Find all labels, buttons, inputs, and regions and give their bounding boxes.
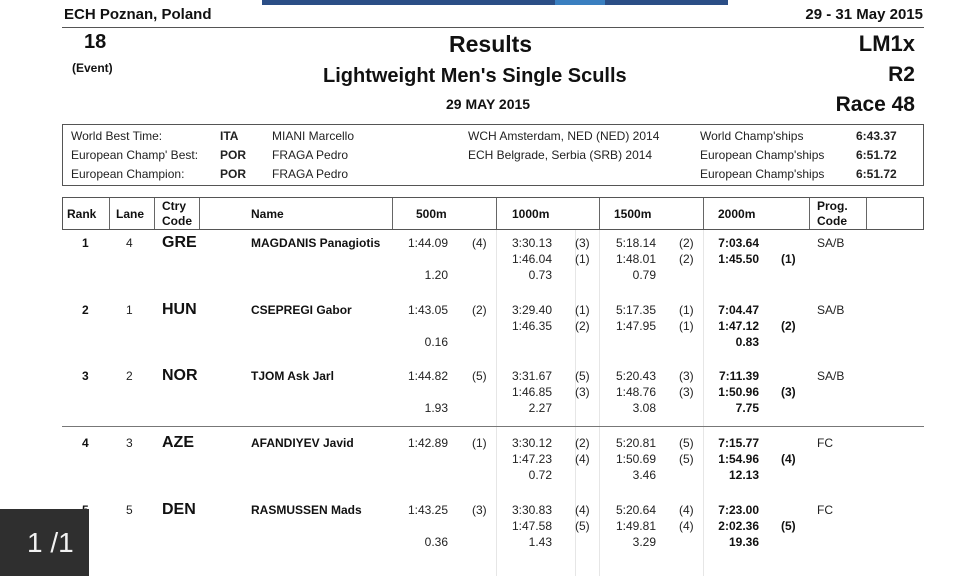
- round-code: R2: [888, 63, 915, 86]
- cell-s2000: 1:47.12: [718, 319, 759, 333]
- race-number: Race 48: [835, 93, 915, 116]
- record-event: European Champ'ships: [700, 167, 825, 181]
- col-divider: [392, 198, 393, 229]
- col-name: Name: [251, 207, 284, 221]
- cell-t1500: 5:17.35: [615, 303, 656, 317]
- cell-sp1500: (3): [679, 385, 694, 399]
- cell-s2000: 2:02.36: [718, 519, 759, 533]
- record-label: European Champ' Best:: [71, 148, 199, 162]
- cell-t1500: 5:20.64: [615, 503, 656, 517]
- cell-s1000: 1:47.58: [511, 519, 552, 533]
- cell-sp1500: (5): [679, 452, 694, 466]
- cell-s2000: 1:50.96: [718, 385, 759, 399]
- col-divider: [599, 198, 600, 229]
- cell-t500: 1:42.89: [407, 436, 448, 450]
- record-time: 6:51.72: [856, 167, 897, 181]
- cell-sp1500: (2): [679, 252, 694, 266]
- record-venue: ECH Belgrade, Serbia (SRB) 2014: [468, 148, 653, 162]
- cell-d2000: 7.75: [735, 401, 759, 415]
- header-banner-accent: [555, 0, 605, 5]
- cell-rank: 1: [82, 236, 89, 250]
- cell-d1000: 0.73: [528, 268, 552, 282]
- cell-t500: 1:43.25: [407, 503, 448, 517]
- header-banner-bar: [262, 0, 728, 5]
- col-prog-code: Code: [817, 214, 847, 228]
- col-divider: [154, 198, 155, 229]
- event-dates: 29 - 31 May 2015: [805, 6, 923, 23]
- cell-t1000: 3:30.13: [511, 236, 552, 250]
- col-divider: [866, 198, 867, 229]
- cell-p1500: (4): [679, 503, 694, 517]
- cell-p500: (3): [472, 503, 487, 517]
- col-divider: [809, 198, 810, 229]
- cell-name: RASMUSSEN Mads: [251, 503, 362, 517]
- cell-t500: 1:44.09: [407, 236, 448, 250]
- col-prog: Prog.: [817, 199, 848, 213]
- cell-t500: 1:43.05: [407, 303, 448, 317]
- cell-s1500: 1:48.01: [615, 252, 656, 266]
- header-rule: [62, 27, 924, 28]
- cell-d1500: 0.79: [632, 268, 656, 282]
- cell-rank: 4: [82, 436, 89, 450]
- record-holder: FRAGA Pedro: [272, 148, 349, 162]
- cell-p1500: (1): [679, 303, 694, 317]
- cell-sp2000: (4): [781, 452, 796, 466]
- cell-name: AFANDIYEV Javid: [251, 436, 354, 450]
- cell-d500: 0.16: [424, 335, 448, 349]
- cell-prog: FC: [817, 436, 833, 450]
- cell-sp1000: (2): [575, 319, 590, 333]
- cell-prog: SA/B: [817, 369, 845, 383]
- cell-sp2000: (3): [781, 385, 796, 399]
- cell-p1500: (2): [679, 236, 694, 250]
- cell-d1500: 3.46: [632, 468, 656, 482]
- record-holder: MIANI Marcello: [272, 129, 355, 143]
- cell-d2000: 0.83: [735, 335, 759, 349]
- event-number: 18: [84, 31, 107, 53]
- cell-d500: 1.20: [424, 268, 448, 282]
- cell-p1000: (4): [575, 503, 590, 517]
- cell-p1000: (2): [575, 436, 590, 450]
- cell-s1500: 1:49.81: [615, 519, 656, 533]
- cell-s1000: 1:46.35: [511, 319, 552, 333]
- cell-t2000: 7:23.00: [718, 503, 759, 517]
- cell-sp1500: (1): [679, 319, 694, 333]
- record-label: European Champion:: [71, 167, 185, 181]
- cell-ctry: GRE: [162, 234, 197, 251]
- cell-s1500: 1:47.95: [615, 319, 656, 333]
- col-code: Code: [162, 214, 192, 228]
- cell-name: CSEPREGI Gabor: [251, 303, 352, 317]
- cell-p1000: (1): [575, 303, 590, 317]
- results-title: Results: [449, 31, 533, 57]
- col-500m: 500m: [416, 207, 447, 221]
- cell-d2000: 19.36: [728, 535, 759, 549]
- cell-ctry: AZE: [162, 434, 194, 451]
- cell-name: TJOM Ask Jarl: [251, 369, 334, 383]
- race-date: 29 MAY 2015: [446, 96, 531, 112]
- cell-ctry: HUN: [162, 301, 197, 318]
- page-indicator: [0, 509, 89, 576]
- cell-prog: FC: [817, 503, 833, 517]
- cell-d500: 0.36: [424, 535, 448, 549]
- cell-rank: 2: [82, 303, 89, 317]
- cell-t2000: 7:15.77: [718, 436, 759, 450]
- record-time: 6:51.72: [856, 148, 897, 162]
- cell-ctry: NOR: [162, 367, 198, 384]
- cell-rank: 3: [82, 369, 89, 383]
- col-2000m: 2000m: [718, 207, 756, 221]
- col-divider: [109, 198, 110, 229]
- cell-sp2000: (1): [781, 252, 796, 266]
- cell-sp1000: (3): [575, 385, 590, 399]
- cell-s1000: 1:47.23: [511, 452, 552, 466]
- event-label: (Event): [72, 61, 113, 75]
- cell-name: MAGDANIS Panagiotis: [251, 236, 381, 250]
- boat-class: LM1x: [858, 31, 915, 56]
- cell-lane: 4: [126, 236, 133, 250]
- cell-p500: (5): [472, 369, 487, 383]
- cell-ctry: DEN: [162, 501, 196, 518]
- record-time: 6:43.37: [856, 129, 897, 143]
- cell-t1500: 5:18.14: [615, 236, 656, 250]
- cell-sp1500: (4): [679, 519, 694, 533]
- record-country: ITA: [220, 129, 239, 143]
- qualification-separator: [62, 426, 924, 427]
- cell-lane: 2: [126, 369, 133, 383]
- venue: ECH Poznan, Poland: [64, 6, 212, 23]
- cell-sp1000: (4): [575, 452, 590, 466]
- cell-s2000: 1:45.50: [718, 252, 759, 266]
- cell-lane: 1: [126, 303, 133, 317]
- cell-t1000: 3:30.83: [511, 503, 552, 517]
- record-country: POR: [220, 148, 247, 162]
- cell-sp1000: (5): [575, 519, 590, 533]
- cell-sp2000: (5): [781, 519, 796, 533]
- col-divider: [496, 198, 497, 229]
- cell-p1500: (5): [679, 436, 694, 450]
- page-indicator-text: 1 /1: [27, 527, 74, 558]
- record-venue: WCH Amsterdam, NED (NED) 2014: [468, 129, 660, 143]
- cell-t1000: 3:30.12: [511, 436, 552, 450]
- col-divider: [703, 198, 704, 229]
- cell-t500: 1:44.82: [407, 369, 448, 383]
- cell-t2000: 7:03.64: [718, 236, 759, 250]
- cell-prog: SA/B: [817, 236, 845, 250]
- cell-lane: 3: [126, 436, 133, 450]
- cell-d1500: 3.08: [632, 401, 656, 415]
- cell-p500: (2): [472, 303, 487, 317]
- record-label: World Best Time:: [71, 129, 163, 143]
- cell-d1000: 2.27: [528, 401, 552, 415]
- cell-p1000: (5): [575, 369, 590, 383]
- col-rank: Rank: [67, 207, 97, 221]
- cell-d2000: 12.13: [728, 468, 759, 482]
- cell-s1500: 1:50.69: [615, 452, 656, 466]
- event-name: Lightweight Men's Single Sculls: [323, 65, 627, 87]
- cell-d1000: 1.43: [528, 535, 552, 549]
- record-event: World Champ'ships: [700, 129, 804, 143]
- cell-s1500: 1:48.76: [615, 385, 656, 399]
- cell-d500: 1.93: [424, 401, 448, 415]
- col-1500m: 1500m: [614, 207, 652, 221]
- cell-s1000: 1:46.85: [511, 385, 552, 399]
- cell-p1000: (3): [575, 236, 590, 250]
- record-country: POR: [220, 167, 247, 181]
- cell-p500: (1): [472, 436, 487, 450]
- cell-lane: 5: [126, 503, 133, 517]
- cell-prog: SA/B: [817, 303, 845, 317]
- record-event: European Champ'ships: [700, 148, 825, 162]
- cell-d1500: 3.29: [632, 535, 656, 549]
- cell-sp2000: (2): [781, 319, 796, 333]
- cell-p1500: (3): [679, 369, 694, 383]
- cell-t1000: 3:29.40: [511, 303, 552, 317]
- cell-d1000: 0.72: [528, 468, 552, 482]
- col-ctry: Ctry: [162, 199, 187, 213]
- cell-s2000: 1:54.96: [718, 452, 759, 466]
- cell-sp1000: (1): [575, 252, 590, 266]
- col-1000m: 1000m: [512, 207, 550, 221]
- cell-s1000: 1:46.04: [511, 252, 552, 266]
- col-divider: [199, 198, 200, 229]
- cell-t1500: 5:20.43: [615, 369, 656, 383]
- cell-p500: (4): [472, 236, 487, 250]
- cell-t1500: 5:20.81: [615, 436, 656, 450]
- cell-t2000: 7:11.39: [718, 369, 759, 383]
- record-holder: FRAGA Pedro: [272, 167, 349, 181]
- cell-t1000: 3:31.67: [511, 369, 552, 383]
- cell-t2000: 7:04.47: [718, 303, 759, 317]
- col-lane: Lane: [116, 207, 145, 221]
